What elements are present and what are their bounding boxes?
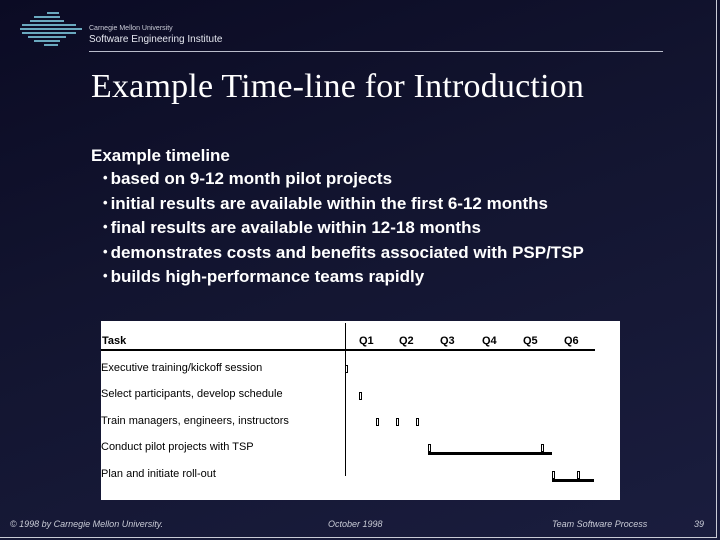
gantt-milestone-marker: [577, 471, 580, 479]
gantt-milestone-marker: [416, 418, 419, 426]
gantt-bar-pilot: [428, 452, 552, 455]
bullet-item: [103, 216, 584, 241]
gantt-quarter-q4: Q4: [482, 335, 497, 347]
gantt-milestone-marker: [541, 444, 544, 452]
gantt-task: Select participants, develop schedule: [101, 388, 283, 400]
bullet-item: [103, 265, 584, 290]
bullet-text: based on 9-12 month pilot projects: [110, 169, 393, 188]
gantt-vertical-divider: [345, 323, 346, 476]
footer-course: Team Software Process: [552, 519, 648, 529]
org-name: Software Engineering Institute: [89, 34, 223, 45]
bullet-text: final results are available within 12-18 months: [110, 218, 481, 237]
gantt-milestone-marker: [396, 418, 399, 426]
bullet-icon: •: [103, 243, 108, 259]
gantt-task-header: Task: [102, 335, 127, 347]
gantt-milestone-marker: [359, 392, 362, 400]
bullet-icon: •: [103, 170, 108, 185]
gantt-quarter-q5: Q5: [523, 335, 538, 347]
gantt-bar-rollout: [552, 479, 594, 482]
bullet-item: [103, 241, 584, 266]
bullet-item: [103, 192, 584, 217]
org-parent-name: Carnegie Mellon University: [89, 25, 173, 32]
footer-copyright: © 1998 by Carnegie Mellon University.: [10, 519, 164, 529]
slide-body: [91, 145, 584, 290]
gantt-task: Executive training/kickoff session: [101, 362, 263, 374]
sei-logo-icon: [20, 12, 82, 48]
footer-page-number: 39: [694, 519, 705, 529]
slide-title: Example Time-line for Introduction: [91, 68, 585, 105]
gantt-header-rule: [101, 349, 595, 351]
slide-border-right: [716, 0, 717, 538]
gantt-milestone-marker: [376, 418, 379, 426]
gantt-milestone-marker: [552, 471, 555, 479]
bullet-text: initial results are available within the first 6-12 months: [110, 193, 548, 213]
gantt-quarter-q3: Q3: [440, 335, 455, 347]
header-divider: [89, 51, 663, 52]
gantt-task: Conduct pilot projects with TSP: [101, 441, 254, 453]
gantt-task: Plan and initiate roll-out: [101, 468, 216, 480]
gantt-chart: [101, 321, 620, 500]
gantt-task: Train managers, engineers, instructors: [101, 415, 289, 427]
footer-date: October 1998: [328, 519, 383, 529]
bullet-icon: •: [103, 194, 108, 210]
bullet-list: [91, 167, 584, 290]
gantt-quarter-q2: Q2: [399, 335, 414, 347]
lead-text: Example timeline: [91, 146, 230, 165]
gantt-quarter-q1: Q1: [359, 335, 374, 347]
bullet-item: [103, 167, 584, 192]
gantt-milestone-marker: [345, 365, 348, 373]
bullet-text: builds high-performance teams rapidly: [110, 267, 425, 286]
bullet-icon: •: [103, 219, 108, 234]
bullet-icon: •: [103, 268, 108, 283]
gantt-milestone-marker: [428, 444, 431, 452]
bullet-text: demonstrates costs and benefits associated with PSP/TSP: [110, 242, 584, 262]
slide-border-bottom: [0, 537, 717, 538]
gantt-quarter-q6: Q6: [564, 335, 579, 347]
